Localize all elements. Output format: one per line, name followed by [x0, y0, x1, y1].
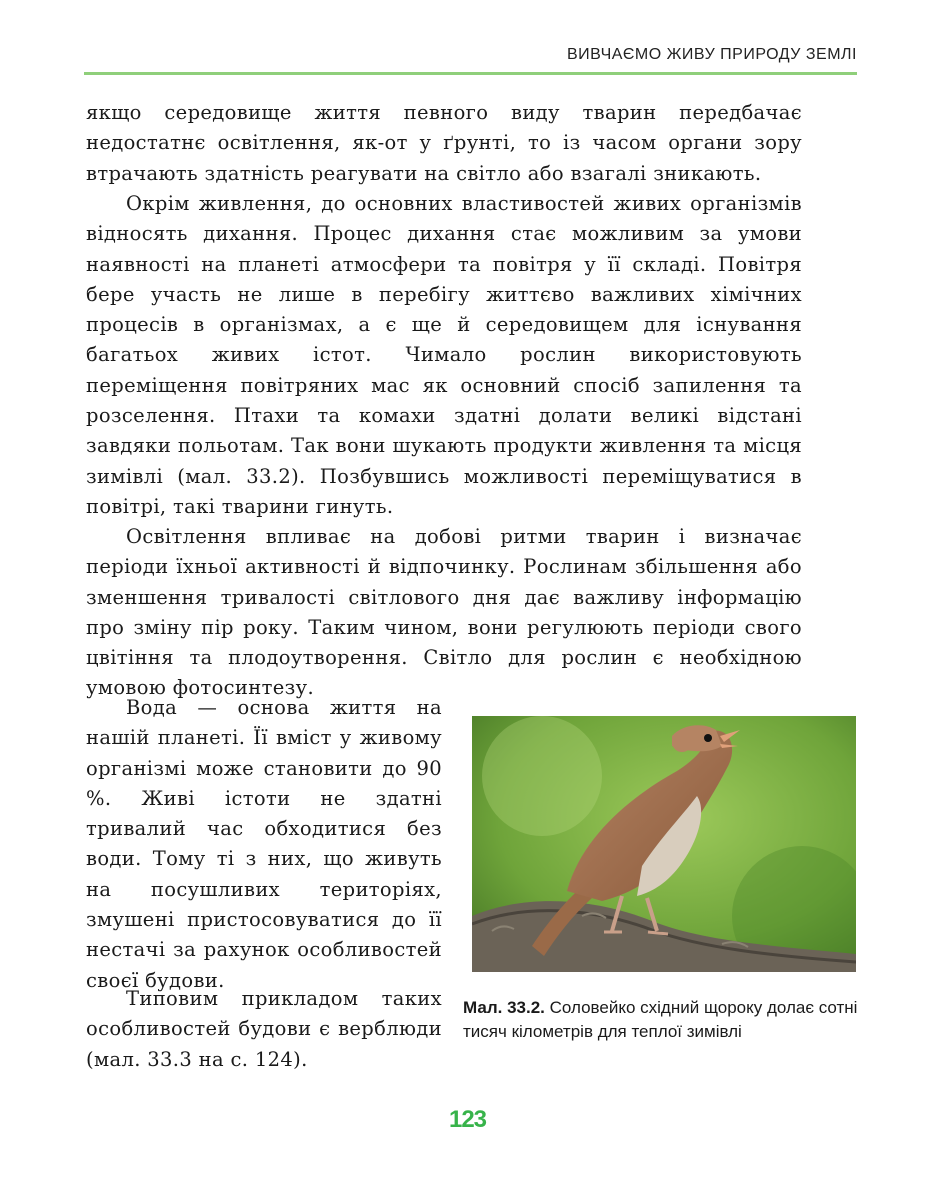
figure-caption-text: Соловейко східний щороку долає сотні тисяч кілометрів для теплої зимівлі — [463, 998, 858, 1041]
nightingale-photo — [472, 716, 856, 972]
figure-label: Мал. 33.2. — [463, 998, 545, 1017]
paragraph-3: Освітлення впливає на добові ритми тварин і визначає періоди їхньої активності й відпочинку. Рослинам збільшення або зменшення тривалості світлового дня дає важливу інформацію про зміну пір року. Таким чином, вони регулюють періоди свого цвітіння та плодоутворення. Світло для рослин є необхідною умовою фотосинтезу. — [86, 525, 802, 700]
header-rule — [84, 72, 857, 75]
figure-caption — [463, 996, 863, 1044]
paragraph-4: Вода — основа життя на нашій планеті. Її вміст у живому організмі може становити до 90 %. Живі істоти не здатні тривалий час обходитися без води. Тому ті з них, що живуть на посушливих територіях, змушені пристосовуватися до її нестачі за рахунок особливостей своєї будови. — [86, 696, 442, 992]
page-number: 123 — [448, 1106, 487, 1133]
paragraph-1: якщо середовище життя певного виду тварин передбачає недостатнє освітлення, як-от у ґрунті, то із часом органи зору втрачають здатність реагувати на світло або взагалі зникають. — [86, 101, 802, 185]
running-head: ВИВЧАЄМО ЖИВУ ПРИРОДУ ЗЕМЛІ — [566, 46, 857, 63]
paragraph-2: Окрім живлення, до основних властивостей живих організмів відносять дихання. Процес дихання стає можливим за умови наявності на планеті атмосфери та повітря у її складі. Повітря бере участь не лише в перебігу життєво важливих хімічних процесів в організмах, а є ще й середовищем для існування багатьох живих істот. Чимало рослин використовують переміщення повітряних мас як основний спосіб запилення та розселення. Птахи та комахи здатні долати великі відстані завдяки польотам. Так вони шукають продукти живлення та місця зимівлі (мал. 33.2). Позбувшись можливості переміщуватися в повітрі, такі тварини гинуть. — [86, 192, 802, 518]
paragraph-5: Типовим прикладом таких особливостей будови є верблюди (мал. 33.3 на с. 124). — [86, 987, 442, 1071]
